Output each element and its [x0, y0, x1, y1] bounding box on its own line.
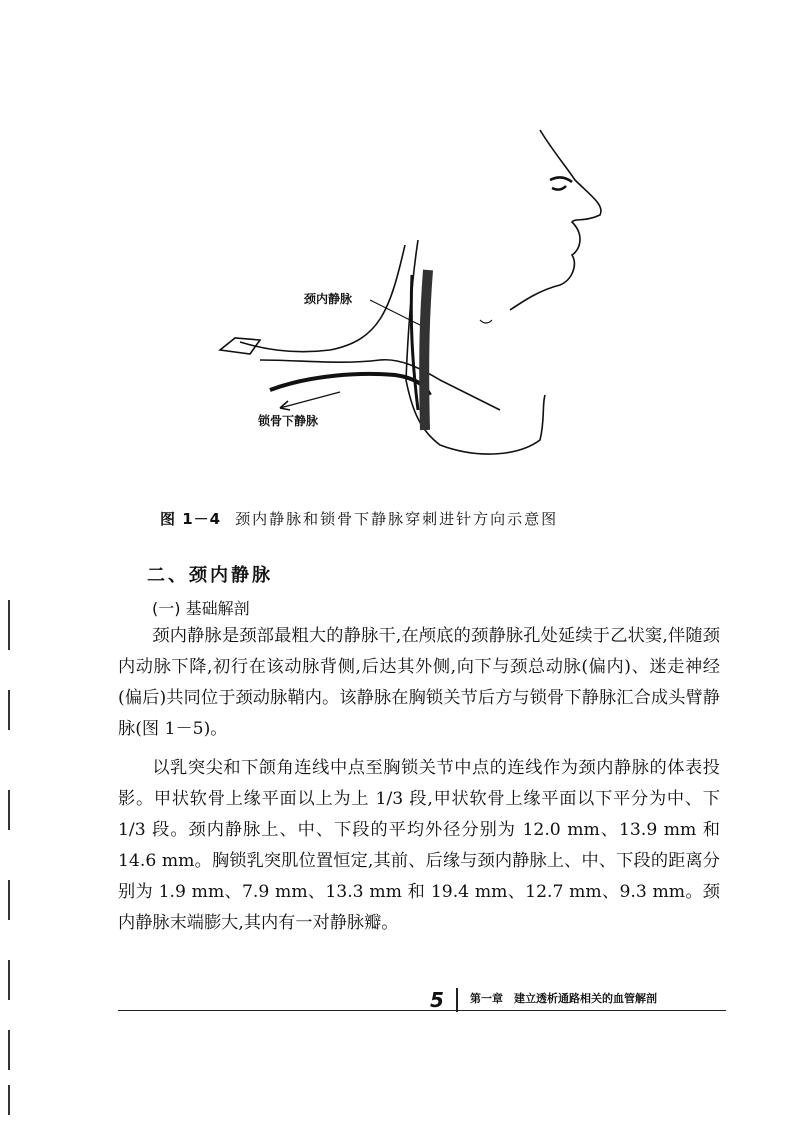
anatomy-figure [180, 110, 620, 480]
scan-margin-mark [8, 600, 10, 650]
scan-margin-mark [8, 690, 10, 730]
scan-margin-mark [8, 1085, 10, 1115]
figure-caption [160, 508, 558, 529]
label-subclavian-vein: 锁骨下静脉 [258, 414, 319, 428]
section-heading: 二、颈内静脉 [147, 565, 273, 586]
page-number: 5 [430, 988, 444, 1012]
neck-illustration [180, 110, 620, 480]
paragraph: 颈内静脉是颈部最粗大的静脉干,在颅底的颈静脉孔处延续于乙状窦,伴随颈内动脉下降,初行在该动脉背侧,后达其外侧,向下与颈总动脉(偏内)、迷走神经(偏后)共同位于颈动脉鞘内。该静脉在胸锁关节后方与锁骨下静脉汇合成头臂静脉(图 1－5)。 [118, 626, 720, 739]
chapter-title: 第一章 建立透析通路相关的血管解剖 [456, 988, 657, 1012]
subsection-heading: (一) 基础解剖 [152, 599, 250, 618]
label-internal-jugular-vein: 颈内静脉 [304, 292, 353, 306]
caption-text: 颈内静脉和锁骨下静脉穿刺进针方向示意图 [235, 510, 559, 528]
scan-margin-mark [8, 1030, 10, 1070]
paragraph: 以乳突尖和下颌角连线中点至胸锁关节中点的连线作为颈内静脉的体表投影。甲状软骨上缘平面以上为上 1/3 段,甲状软骨上缘平面以下平分为中、下 1/3 段。颈内静脉上、中、下段的平均外径分别为 12.0 mm、13.9 mm 和 14.6 mm。胸锁乳突肌位置恒定,其前、后缘与颈内静脉上、中、下段的距离分别为 1.9 mm、7.9 mm、13.3 mm 和 19.4 mm、12.7 mm、9.3 mm。颈内静脉末端膨大,其内有一对静脉瓣。 [118, 758, 720, 933]
scan-margin-mark [8, 960, 10, 1000]
scan-margin-mark [8, 880, 10, 920]
caption-number: 图 1－4 [160, 510, 222, 528]
body-text [118, 621, 720, 939]
page-footer [118, 988, 726, 1011]
scan-margin-mark [8, 790, 10, 830]
